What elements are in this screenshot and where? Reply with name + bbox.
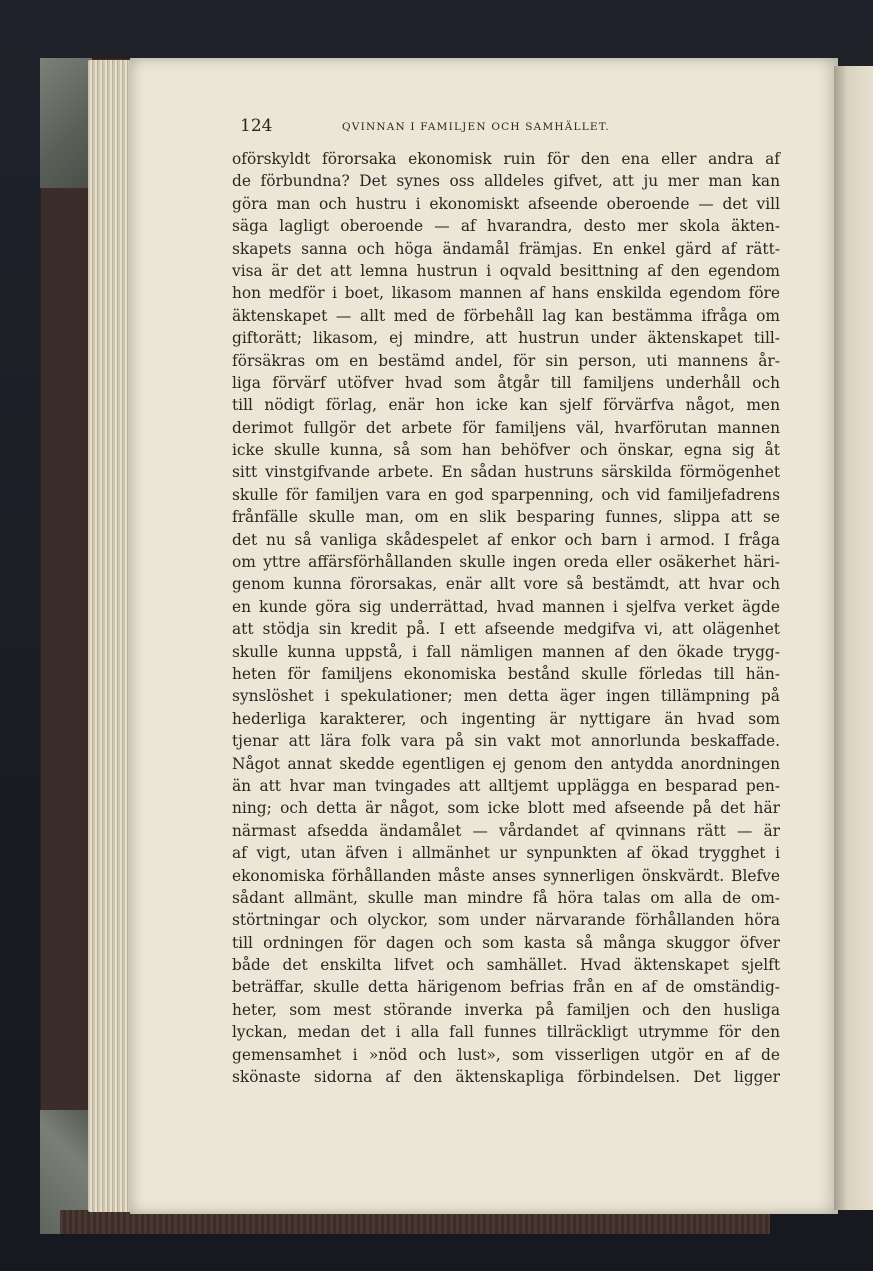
text-line: beträffar, skulle detta härigenom befrias från en af de omständig- bbox=[232, 978, 780, 997]
text-line: skulle kunna uppstå, i fall nämligen mannen af den ökade trygg- bbox=[232, 642, 780, 661]
text-line: närmast afsedda ändamålet — vårdandet af qvinnans rätt — är bbox=[232, 821, 780, 840]
text-line: synslöshet i spekulationer; men detta äger ingen tillämpning på bbox=[232, 687, 780, 706]
text-line: säga lagligt oberoende — af hvarandra, desto mer skola äkten- bbox=[232, 217, 780, 236]
text-line: de förbundna? Det synes oss alldeles gifvet, att ju mer man kan bbox=[232, 172, 780, 191]
page-edges bbox=[88, 60, 136, 1212]
text-line: det nu så vanliga skådespelet af enkor och barn i armod. I fråga bbox=[232, 530, 780, 549]
cover-corner-top bbox=[40, 58, 92, 188]
text-line: tjenar att lära folk vara på sin vakt mot annorlunda beskaffade. bbox=[232, 732, 780, 751]
text-line: heten för familjens ekonomiska bestånd skulle förledas till hän- bbox=[232, 664, 780, 683]
text-line: oförskyldt förorsaka ekonomisk ruin för den ena eller andra af bbox=[232, 150, 780, 168]
body-text bbox=[232, 148, 780, 1088]
text-line: till nödigt förlag, enär hon icke kan sjelf förvärfva något, men bbox=[232, 396, 780, 415]
text-line: att stödja sin kredit på. I ett afseende medgifva vi, att olägenhet bbox=[232, 620, 780, 639]
text-line: störtningar och olyckor, som under närvarande förhållanden höra bbox=[232, 911, 780, 930]
text-line: giftorätt; likasom, ej mindre, att hustrun under äktenskapet till- bbox=[232, 329, 780, 348]
text-line: frånfälle skulle man, om en slik besparing funnes, slippa att se bbox=[232, 508, 780, 527]
text-line: hon medför i boet, likasom mannen af hans enskilda egendom före bbox=[232, 284, 780, 303]
text-line: skönaste sidorna af den äktenskapliga förbindelsen. Det ligger bbox=[232, 1068, 780, 1087]
text-line: äktenskapet — allt med de förbehåll lag kan bestämma ifråga om bbox=[232, 306, 780, 325]
text-line: hederliga karakterer, och ingenting är nyttigare än hvad som bbox=[232, 709, 780, 728]
page-header bbox=[240, 116, 780, 140]
page-number: 124 bbox=[240, 116, 273, 136]
text-line: göra man och hustru i ekonomiskt afseende oberoende — det vill bbox=[232, 194, 780, 213]
text-line: icke skulle kunna, så som han behöfver och önskar, egna sig åt bbox=[232, 441, 780, 460]
facing-page-edge bbox=[834, 66, 873, 1210]
text-line: heter, som mest störande inverka på familjen och den husliga bbox=[232, 1000, 780, 1019]
text-line: både det enskilta lifvet och samhället. Hvad äktenskapet sjelft bbox=[232, 956, 780, 975]
text-line: ning; och detta är något, som icke blott med afseende på det här bbox=[232, 799, 780, 818]
text-line: gemensamhet i »nöd och lust», som visserligen utgör en af de bbox=[232, 1045, 780, 1064]
text-line: om yttre affärsförhållanden skulle ingen oreda eller osäkerhet häri- bbox=[232, 553, 780, 572]
text-line: sitt vinstgifvande arbete. En sådan hustruns särskilda förmögenhet bbox=[232, 463, 780, 482]
text-line: skapets sanna och höga ändamål främjas. En enkel gärd af rätt- bbox=[232, 239, 780, 258]
text-line: derimot fullgör det arbete för familjens väl, hvarförutan mannen bbox=[232, 418, 780, 437]
text-line: skulle för familjen vara en god sparpenning, och vid familjefadrens bbox=[232, 485, 780, 504]
text-line: visa är det att lemna hustrun i oqvald besittning af den egendom bbox=[232, 261, 780, 280]
text-line: lyckan, medan det i alla fall funnes tillräckligt utrymme för den bbox=[232, 1023, 780, 1042]
text-line: Något annat skedde egentligen ej genom den antydda anordningen bbox=[232, 754, 780, 773]
text-line: försäkras om en bestämd andel, för sin person, uti mannens år- bbox=[232, 351, 780, 370]
text-line: liga förvärf utöfver hvad som åtgår till familjens underhåll och bbox=[232, 373, 780, 392]
text-line: genom kunna förorsakas, enär allt vore så bestämdt, att hvar och bbox=[232, 575, 780, 594]
text-line: än att hvar man tvingades att alltjemt upplägga en besparad pen- bbox=[232, 776, 780, 795]
text-line: till ordningen för dagen och som kasta så många skuggor öfver bbox=[232, 933, 780, 952]
running-head: QVINNAN I FAMILJEN OCH SAMHÄLLET. bbox=[342, 121, 610, 133]
text-line: en kunde göra sig underrättad, hvad mannen i sjelfva verket ägde bbox=[232, 597, 780, 616]
text-line: ekonomiska förhållanden måste anses synnerligen önskvärdt. Blefve bbox=[232, 866, 780, 885]
text-line: sådant allmänt, skulle man mindre få höra talas om alla de om- bbox=[232, 888, 780, 907]
text-line: af vigt, utan äfven i allmänhet ur synpunkten af ökad trygghet i bbox=[232, 844, 780, 863]
